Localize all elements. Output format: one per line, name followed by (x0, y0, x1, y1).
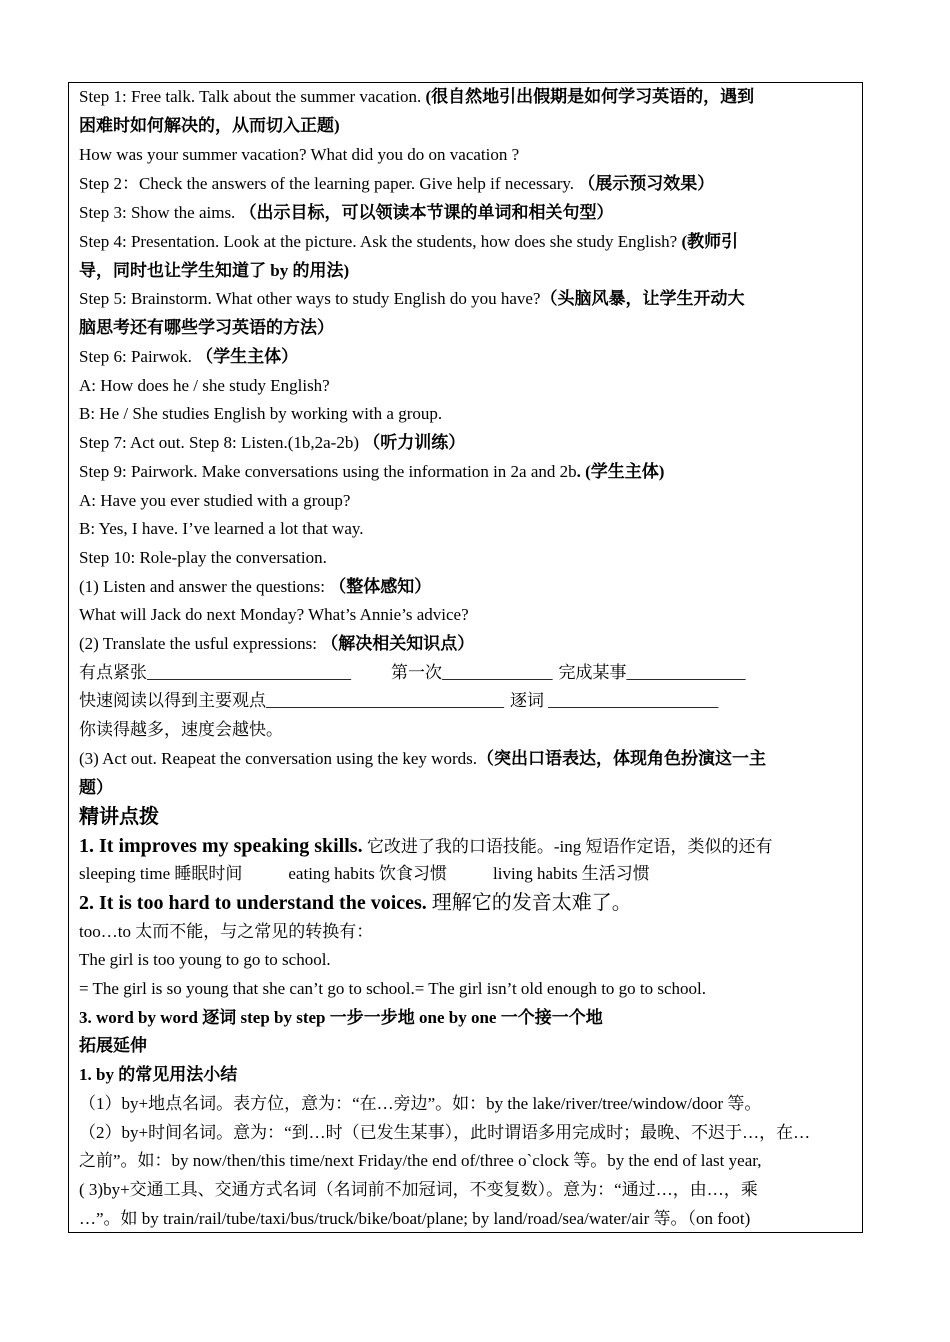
blank-nervous: 有点紧张________________________ (79, 663, 351, 682)
blank-finish: 完成某事______________ (558, 663, 746, 682)
step-2-note: （展示预习效果） (578, 174, 715, 193)
point-3-line: 3. word by word 逐词 step by step 一步一步地 one by one 一个接一个地 (79, 1008, 603, 1027)
part-3-text: (3) Act out. Reapeat the conversation using the key words. (79, 749, 477, 768)
step-9-dialog-b: B: Yes, I have. I’ve learned a lot that way. (79, 519, 364, 538)
blank-row-3: 你读得越多，速度会越快。 (79, 720, 283, 739)
step-3-line (79, 203, 614, 223)
part-1-text: (1) Listen and answer the questions: (79, 577, 330, 596)
step-6-text: Step 6: Pairwok. (79, 347, 197, 366)
point-2-title: 2. It is too hard to understand the voices. (79, 892, 427, 914)
step-6-note: （学生主体） (196, 347, 299, 366)
step-1-note-cont: 困难时如何解决的，从而切入正题) (79, 116, 340, 135)
blank-row-2 (79, 691, 718, 711)
example-eating-habits: eating habits 饮食习惯 (288, 864, 448, 883)
step-2-line (79, 174, 714, 194)
step-3-text: Step 3: Show the aims. (79, 203, 240, 222)
part-2-note: （解决相关知识点） (321, 634, 475, 653)
part-3-note: （突出口语表达，体现角色扮演这一主 (476, 749, 766, 768)
by-usage-2-cont: 之前”。如：by now/then/this time/next Friday/the end of/three o`clock 等。by the end of last year, (79, 1151, 762, 1170)
example-living-habits: living habits 生活习惯 (493, 864, 650, 883)
step-4-note-cont: 导，同时也让学生知道了 by 的用法) (79, 261, 350, 280)
explain-heading: 精讲点拨 (79, 806, 159, 828)
document-frame (68, 82, 863, 1233)
blank-row-1 (79, 663, 746, 683)
step-1-text: Step 1: Free talk. Talk about the summer vacation. (79, 87, 426, 106)
step-3-note: （出示目标，可以领读本节课的单词和相关句型） (239, 203, 614, 222)
step-1-note: (很自然地引出假期是如何学习英语的，遇到 (425, 87, 755, 106)
step-6-dialog-b: B: He / She studies English by working with a group. (79, 404, 443, 423)
step-6-dialog-a: A: How does he / she study English? (79, 376, 330, 395)
step-5-line (79, 289, 744, 309)
blank-first-time: 第一次_____________ (391, 663, 553, 682)
step-7-8-note: （听力训练） (363, 433, 466, 452)
point-2-line (79, 891, 632, 916)
extend-heading: 拓展延伸 (79, 1036, 147, 1055)
point-2-example-2: = The girl is so young that she can’t go to school.= The girl isn’t old enough to go to school. (79, 979, 707, 998)
step-1-question: How was your summer vacation? What did you do on vacation ? (79, 145, 520, 164)
step-9-dialog-a: A: Have you ever studied with a group? (79, 491, 351, 510)
by-usage-3: ( 3)by+交通工具、交通方式名词（名词前不加冠词，不变复数）。意为：“通过…，由…，乘 (79, 1180, 758, 1199)
part-1-line (79, 577, 431, 597)
example-sleeping-time: sleeping time 睡眠时间 (79, 864, 243, 883)
by-usage-2: （2）by+时间名词。意为：“到…时（已发生某事），此时谓语多用完成时；最晚、不迟于…，在… (79, 1123, 811, 1142)
point-2-desc: 理解它的发音太难了。 (426, 892, 632, 914)
step-4-text: Step 4: Presentation. Look at the picture. Ask the students, how does she study English? (79, 232, 682, 251)
step-10-line: Step 10: Role-play the conversation. (79, 548, 327, 567)
by-usage-3-cont: …”。如 by train/rail/tube/taxi/bus/truck/bike/boat/plane; by land/road/sea/water/air 等。（on foot) (79, 1209, 751, 1228)
by-usage-1: （1）by+地点名词。表方位，意为：“在…旁边”。如：by the lake/river/tree/window/door 等。 (79, 1094, 762, 1113)
point-1-desc: 它改进了我的口语技能。-ing 短语作定语，类似的还有 (362, 837, 773, 856)
point-2-example-1: The girl is too young to go to school. (79, 950, 331, 969)
part-1-note: （整体感知） (329, 577, 432, 596)
step-1-line (79, 87, 754, 107)
step-6-line (79, 347, 298, 367)
point-2-rule: too…to 太而不能，与之常见的转换有： (79, 922, 374, 941)
step-9-text: Step 9: Pairwork. Make conversations using the information in 2a and 2b (79, 462, 577, 481)
step-4-line (79, 232, 738, 252)
step-7-8-line (79, 433, 465, 453)
step-5-text: Step 5: Brainstorm. What other ways to study English do you have? (79, 289, 541, 308)
point-1-line (79, 834, 772, 859)
part-2-line (79, 634, 474, 654)
step-2-text: Step 2：Check the answers of the learning paper. Give help if necessary. (79, 174, 579, 193)
step-5-note-cont: 脑思考还有哪些学习英语的方法） (79, 318, 334, 337)
point-1-examples (79, 864, 650, 884)
point-1-title: 1. It improves my speaking skills. (79, 835, 363, 857)
blank-skim: 快速阅读以得到主要观点____________________________ (79, 691, 504, 710)
blank-word-by-word: 逐词 ____________________ (510, 691, 719, 710)
step-9-note: . (学生主体) (576, 462, 665, 481)
part-2-text: (2) Translate the usful expressions: (79, 634, 322, 653)
part-1-questions: What will Jack do next Monday? What’s Annie’s advice? (79, 605, 469, 624)
step-5-note: （头脑风暴，让学生开动大 (540, 289, 745, 308)
step-7-8-text: Step 7: Act out. Step 8: Listen.(1b,2a-2b) (79, 433, 364, 452)
step-9-line (79, 462, 664, 482)
extend-subheading: 1. by 的常见用法小结 (79, 1065, 238, 1084)
part-3-line (79, 749, 766, 769)
step-4-note: (教师引 (681, 232, 739, 251)
part-3-note-cont: 题） (79, 778, 113, 797)
